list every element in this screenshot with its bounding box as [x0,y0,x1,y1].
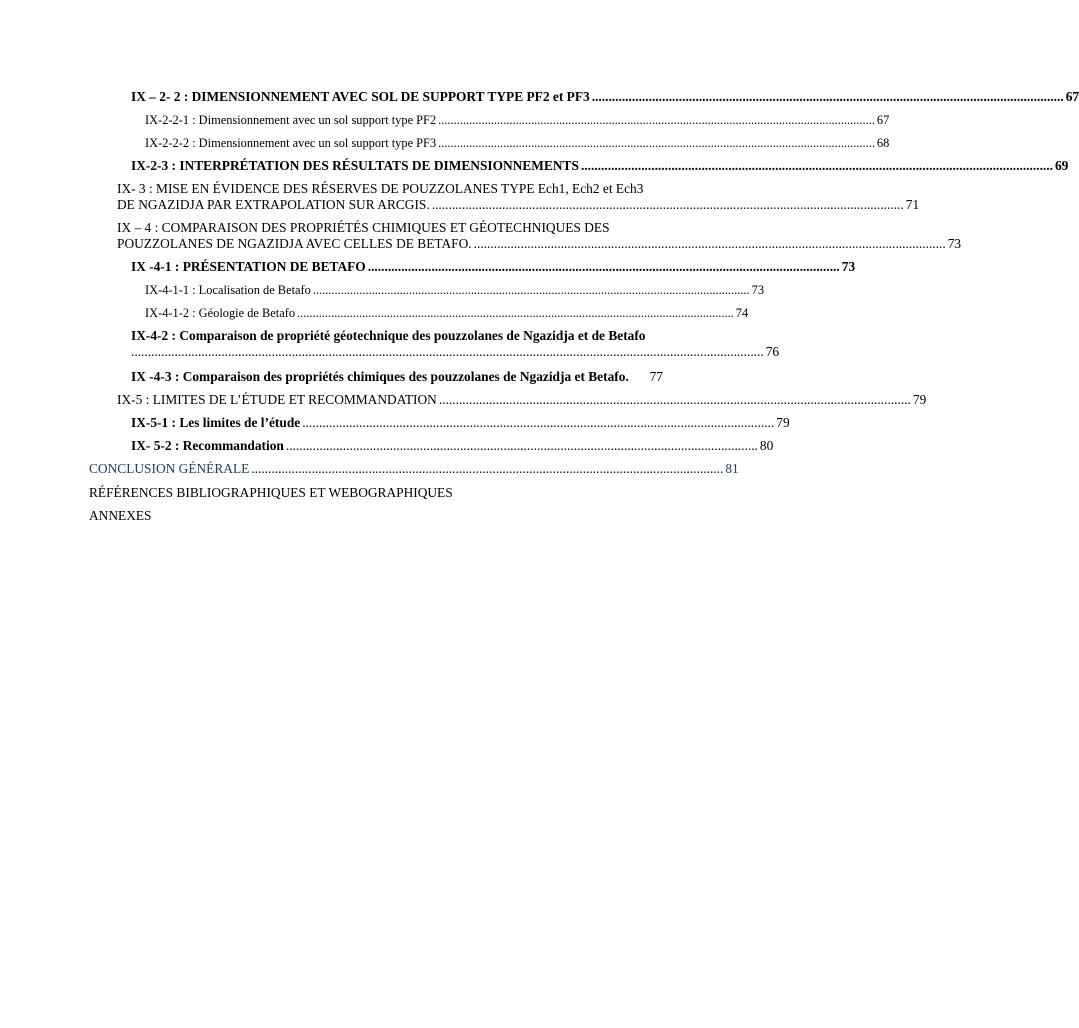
leader-dots: ............................................................................................................................................. [297,306,734,320]
toc-entry-title: IX -4-1 : PRÉSENTATION DE BETAFO [131,259,366,274]
toc-entry-title: IX-2-3 : INTERPRÉTATION DES RÉSULTATS DE DIMENSIONNEMENTS [131,158,579,173]
toc-entry[interactable] [131,328,780,360]
leader-dots: ............................................................................................................................................. [431,197,904,212]
toc-entry-page: 73 [751,283,765,297]
toc-entry-page: 73 [841,259,856,274]
toc-entry-page: 67 [876,113,890,127]
toc-entry-title: IX -4-3 : Comparaison des propriétés chimiques des pouzzolanes de Ngazidja et Betafo. [131,369,629,384]
toc-entry[interactable] [145,282,765,298]
toc-entry-page: 79 [912,392,927,407]
leader-dots: ............................................................................................................................................. [438,136,875,150]
toc-entry-title: IX- 3 : MISE EN ÉVIDENCE DES RÉSERVES DE POUZZOLANES TYPE Ech1, Ech2 et Ech3 [117,181,644,196]
toc-entry-page: 73 [947,236,962,251]
toc-entry-title: IX – 2- 2 : DIMENSIONNEMENT AVEC SOL DE SUPPORT TYPE PF2 et PF3 [131,89,590,104]
toc-entry[interactable] [131,158,1069,174]
toc-entry[interactable] [131,438,774,454]
toc-entry-link[interactable] [89,461,739,477]
toc-entry-page: 71 [905,197,920,212]
leader-dots: ............................................................................................................................................. [438,113,875,127]
leader-dots: ............................................................................................................................................. [312,283,750,297]
toc-entry[interactable] [131,369,663,385]
toc-entry-title: CONCLUSION GÉNÉRALE [89,461,250,476]
toc-entry-title: IX- 5-2 : Recommandation [131,438,284,453]
toc-entry-page: 68 [876,136,890,150]
toc-entry-title: IX – 4 : COMPARAISON DES PROPRIÉTÉS CHIMIQUES ET GÉOTECHNIQUES DES [117,220,610,235]
toc-entry-references[interactable]: RÉFÉRENCES BIBLIOGRAPHIQUES ET WEBOGRAPHIQUES [89,485,453,500]
toc-entry-title: IX-2-2-2 : Dimensionnement avec un sol support type PF3 [145,136,437,150]
leader-dots: ............................................................................................................................................. [251,461,724,476]
toc-entry[interactable] [117,181,920,213]
toc-entry-annexes[interactable]: ANNEXES [89,508,152,523]
toc-entry[interactable] [145,305,749,321]
toc-entry[interactable] [131,259,856,275]
leader-dots: ............................................................................................................................................. [438,392,911,407]
toc-entry-page: 79 [776,415,790,430]
toc-entry[interactable] [117,220,962,252]
toc-entry-title: IX-4-2 : Comparaison de propriété géotechnique des pouzzolanes de Ngazidja et de Betafo [131,328,646,343]
toc-entry-title: IX-4-1-2 : Géologie de Betafo [145,306,296,320]
toc-entry-title: IX-2-2-1 : Dimensionnement avec un sol support type PF2 [145,113,437,127]
toc-entry-title: IX-5-1 : Les limites de l’étude [131,415,301,430]
toc-entry-page: 67 [1065,89,1079,104]
leader-dots: ............................................................................................................................................. [367,259,840,274]
leader-dots: ............................................................................................................................................................................................. [131,344,764,359]
leader-dots: ............................................................................................................................................. [473,236,946,251]
toc-entry-page: 74 [735,306,749,320]
toc-entry[interactable] [131,415,790,431]
leader-dots: ............................................................................................................................................. [302,415,775,430]
toc-entry-page: 69 [1054,158,1069,173]
leader-dots: ............................................................................................................................................. [580,158,1053,173]
toc-entry-title: IX-4-1-1 : Localisation de Betafo [145,283,311,297]
leader-dots: ............................................................................................................................................. [285,438,758,453]
toc-entry-page: 76 [765,344,780,359]
toc-entry[interactable] [145,135,890,151]
toc-entry[interactable] [145,112,890,128]
toc-entry-page: 81 [725,461,739,476]
toc-entry-page: 80 [759,438,774,453]
leader-dots: ............................................................................................................................................. [591,89,1064,104]
toc-entry[interactable] [131,89,1079,105]
toc-entry-title: IX-5 : LIMITES DE L’ÉTUDE ET RECOMMANDATION [117,392,437,407]
toc-entry-page: 77 [649,369,663,384]
toc-entry[interactable] [117,392,927,408]
toc-entry-title-cont: POUZZOLANES DE NGAZIDJA AVEC CELLES DE BETAFO. [117,236,472,251]
toc-entry-title-cont: DE NGAZIDJA PAR EXTRAPOLATION SUR ARCGIS. [117,197,430,212]
